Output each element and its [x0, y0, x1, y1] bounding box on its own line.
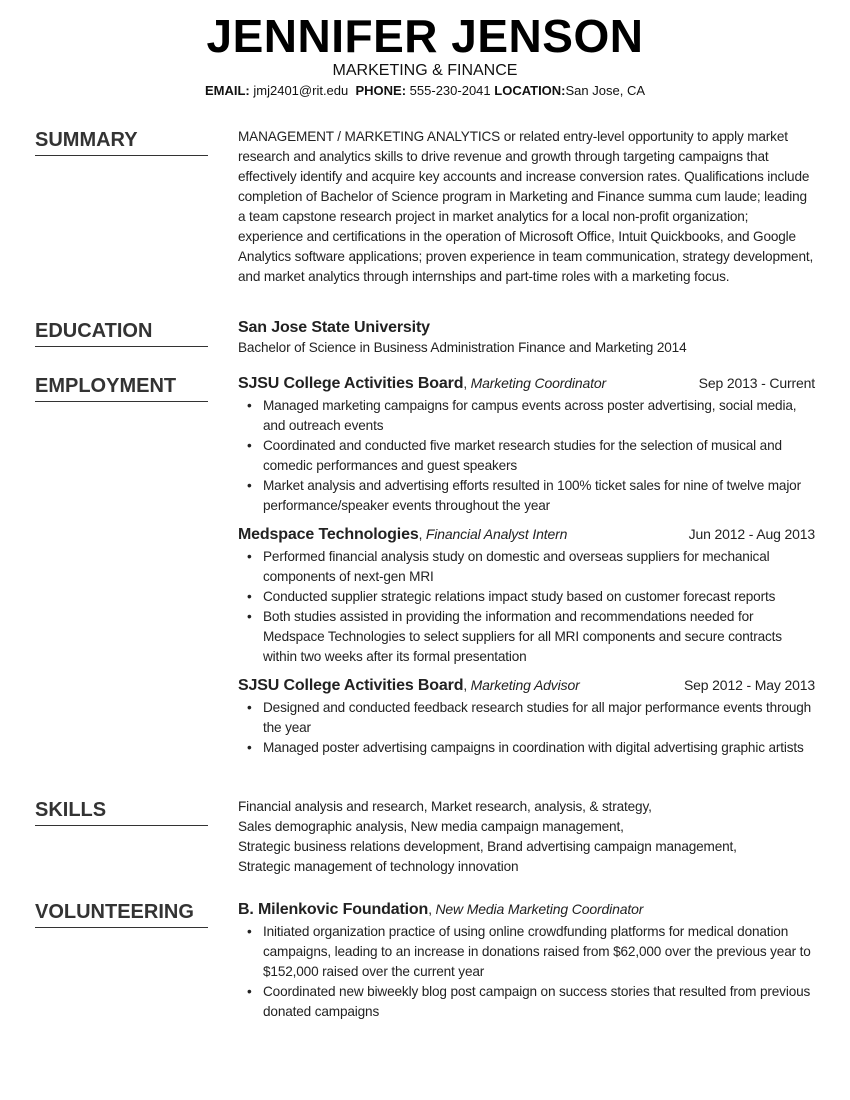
job-entry: SJSU College Activities Board, Marketing Advisor Sep 2012 - May 2013 • Designed and conducted feedback research studies for all major performance events through the year • Managed poster advertising campaigns in coordination with digital advertising graphic artists	[238, 675, 815, 758]
contact-line	[0, 83, 850, 98]
job-org: SJSU College Activities Board	[238, 375, 464, 392]
bullet-item: • Coordinated and conducted five market research studies for the selection of musical and comedic performances and guest speakers	[238, 436, 815, 476]
skills-line: Sales demographic analysis, New media campaign management,	[238, 819, 624, 834]
skills-section	[35, 797, 815, 877]
volunteer-org: B. Milenkovic Foundation	[238, 901, 429, 918]
section-heading: SUMMARY	[35, 127, 208, 156]
bullet-item: • Performed financial analysis study on domestic and overseas suppliers for mechanical components of next-gen MRI	[238, 547, 815, 587]
degree: Bachelor of Science in Business Administration Finance and Marketing 2014	[238, 340, 687, 355]
bullet-item: • Market analysis and advertising efforts resulted in 100% ticket sales for nine of twelve major performance/speaker events throughout the year	[238, 476, 815, 516]
skills-line: Strategic management of technology innovation	[238, 859, 519, 874]
summary-section	[35, 127, 815, 287]
job-org: SJSU College Activities Board	[238, 677, 464, 694]
bullet-item: • Both studies assisted in providing the information and recommendations needed for Medspace Technologies to select suppliers for all MRI components and secure contracts within two weeks after its formal presentation	[238, 607, 815, 667]
bullet-item: • Conducted supplier strategic relations impact study based on customer forecast reports	[238, 587, 815, 607]
skills-line: Strategic business relations development, Brand advertising campaign management,	[238, 839, 737, 854]
section-heading: EMPLOYMENT	[35, 373, 208, 402]
section-heading: SKILLS	[35, 797, 208, 826]
summary-text: MANAGEMENT / MARKETING ANALYTICS or related entry-level opportunity to apply market research and analytics skills to drive revenue and growth through targeting campaigns that effectively identify and acquire key accounts and increase conversion rates. Qualifications include completion of Bachelor of Science program in Marketing and Finance summa cum laude; leading a team capstone research project in market analytics for a local non-profit organization; experience and certifications in the operation of Microsoft Office, Intuit Quickbooks, and Google Analytics software applications; proven experience in team communication, strategy development, and market analytics through internships and part-time roles with a marketing focus.	[238, 129, 814, 284]
job-list	[238, 373, 815, 758]
location: San Jose, CA	[565, 83, 646, 98]
email: jmj2401@rit.edu	[253, 83, 349, 98]
education-section	[35, 318, 815, 358]
job-org: Medspace Technologies	[238, 526, 419, 543]
job-entry: Medspace Technologies, Financial Analyst Intern Jun 2012 - Aug 2013 • Performed financial analysis study on domestic and overseas suppliers for mechanical components of next-gen MRI • Conducted supplier strategic relations impact study based on customer forecast reports • Both studies assisted in providing the information and recommendations needed for Medspace Technologies to select suppliers for all MRI components and secure contracts within two weeks after its formal presentation	[238, 524, 815, 667]
candidate-name: JENNIFER JENSON	[206, 10, 644, 62]
bullet-item: • Designed and conducted feedback research studies for all major performance events through the year	[238, 698, 815, 738]
volunteering-section: VOLUNTEERING B. Milenkovic Foundation, New Media Marketing Coordinator • Initiated organization practice of using online crowdfunding platforms for medical donation campaigns, leading to an increase in donations raised from $62,000 over the previous year to $152,000 raised over the current year • Coordinated new biweekly blog post campaign on success stories that resulted from previous donated campaigns	[35, 899, 815, 1030]
employment-section	[35, 373, 815, 766]
job-title: Marketing Coordinator	[470, 375, 606, 391]
job-title: Marketing Advisor	[470, 677, 580, 693]
bullet-item: • Managed poster advertising campaigns in coordination with digital advertising graphic artists	[238, 738, 815, 758]
phone: 555-230-2041	[409, 83, 491, 98]
job-dates: Sep 2013 - Current	[698, 375, 815, 391]
bullet-item: • Managed marketing campaigns for campus events across poster advertising, social media, and outreach events	[238, 396, 815, 436]
bullet-item: • Initiated organization practice of using online crowdfunding platforms for medical donation campaigns, leading to an increase in donations raised from $62,000 over the previous year to $152,000 raised over the current year	[238, 922, 815, 982]
job-dates: Jun 2012 - Aug 2013	[688, 526, 815, 542]
location-label: LOCATION:	[494, 83, 566, 98]
section-heading: VOLUNTEERING	[35, 899, 208, 928]
school-name: San Jose State University	[238, 319, 430, 336]
bullet-item: • Coordinated new biweekly blog post campaign on success stories that resulted from previous donated campaigns	[238, 982, 815, 1022]
skills-line: Financial analysis and research, Market research, analysis, & strategy,	[238, 799, 652, 814]
job-title: Financial Analyst Intern	[425, 526, 568, 542]
section-heading: EDUCATION	[35, 318, 208, 347]
candidate-subtitle: MARKETING & FINANCE	[332, 62, 518, 79]
phone-label: PHONE:	[355, 83, 407, 98]
job-entry: SJSU College Activities Board, Marketing Coordinator Sep 2013 - Current • Managed marketing campaigns for campus events across poster advertising, social media, and outreach events • Coordinated and conducted five market research studies for the selection of musical and comedic performances and guest speakers • Market analysis and advertising efforts resulted in 100% ticket sales for nine of twelve major performance/speaker events throughout the year	[238, 373, 815, 516]
volunteer-title: New Media Marketing Coordinator	[435, 901, 644, 917]
job-dates: Sep 2012 - May 2013	[683, 677, 815, 693]
email-label: EMAIL:	[204, 83, 250, 98]
